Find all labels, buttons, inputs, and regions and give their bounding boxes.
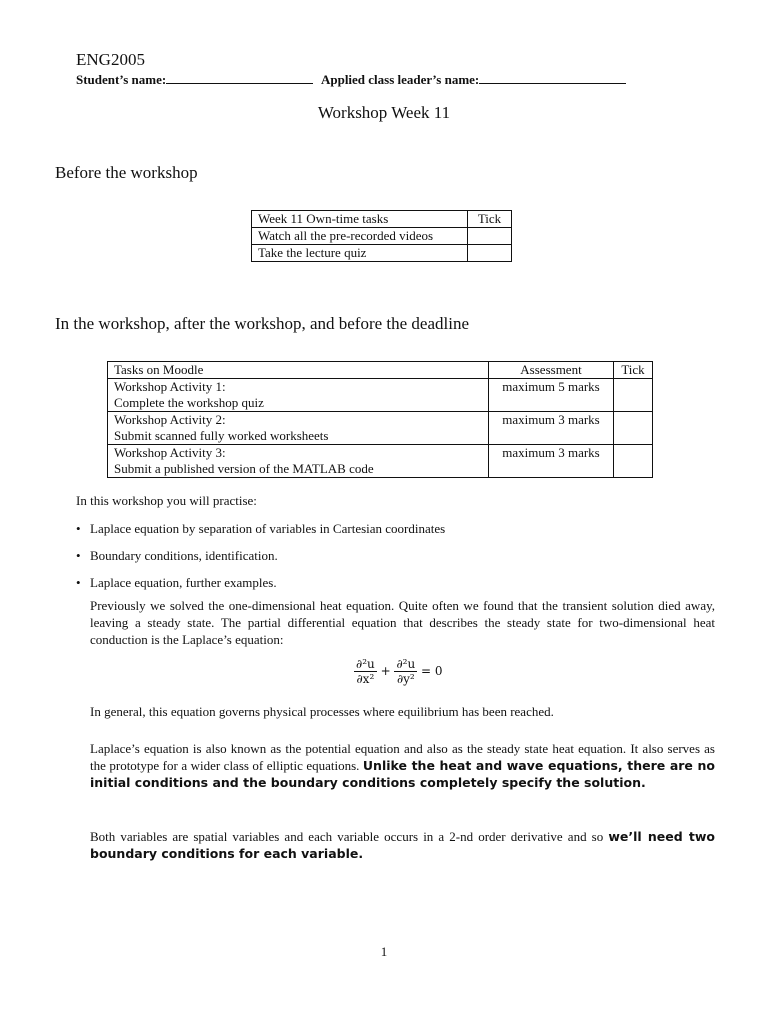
list-item: • Laplace equation by separation of variables in Cartesian coordinates xyxy=(76,520,716,537)
paragraph-equilibrium: In general, this equation governs physical processes where equilibrium has been reached. xyxy=(90,704,554,719)
activity-desc: Submit a published version of the MATLAB code xyxy=(114,461,374,476)
moodle-tasks-table xyxy=(107,361,653,478)
activity-label: Workshop Activity 1: xyxy=(114,379,226,394)
table-row xyxy=(252,245,512,262)
denominator: ∂y² xyxy=(396,672,415,686)
task-cell xyxy=(108,412,489,445)
paragraph-boundary-conditions xyxy=(90,828,715,862)
paragraph-potential-equation xyxy=(90,740,715,791)
student-name-label: Student’s name: xyxy=(76,72,167,87)
list-item: • Laplace equation, further examples. xyxy=(76,574,716,591)
page-title: Workshop Week 11 xyxy=(317,103,451,122)
paragraph-text: Both variables are spatial variables and each variable occurs in a 2-nd order derivative and so xyxy=(90,829,609,844)
name-fields xyxy=(76,72,626,88)
list-item: • Boundary conditions, identification. xyxy=(76,547,716,564)
table-header-row xyxy=(108,362,653,379)
task-cell xyxy=(108,445,489,478)
equals-zero: = 0 xyxy=(421,664,443,678)
practise-list xyxy=(76,520,716,591)
section-heading-before: Before the workshop xyxy=(55,163,198,182)
task-cell: Take the lecture quiz xyxy=(252,245,468,262)
activity-desc: Submit scanned fully worked worksheets xyxy=(114,428,329,443)
intro-text: In this workshop you will practise: xyxy=(76,493,257,508)
student-name-blank[interactable] xyxy=(166,72,313,84)
table-header-cell: Assessment xyxy=(489,362,614,379)
tick-cell[interactable] xyxy=(614,412,653,445)
denominator: ∂x² xyxy=(356,672,375,686)
task-cell xyxy=(108,379,489,412)
table-row xyxy=(108,445,653,478)
leader-name-label: Applied class leader’s name: xyxy=(320,72,480,87)
task-cell: Watch all the pre-recorded videos xyxy=(252,228,468,245)
section-heading-in: In the workshop, after the workshop, and before the deadline xyxy=(55,314,470,333)
tick-cell[interactable] xyxy=(468,245,512,262)
table-row xyxy=(108,412,653,445)
fraction xyxy=(394,657,417,686)
page-number: 1 xyxy=(380,944,388,959)
leader-name-blank[interactable] xyxy=(479,72,626,84)
table-header-cell: Tasks on Moodle xyxy=(108,362,489,379)
activity-label: Workshop Activity 3: xyxy=(114,445,226,460)
numerator: ∂²u xyxy=(396,657,416,671)
table-header-row xyxy=(252,211,512,228)
table-header-cell: Tick xyxy=(468,211,512,228)
paragraph-bold-text: we’ll need two boundary conditions for each variable. xyxy=(90,829,715,861)
table-header-cell: Week 11 Own-time tasks xyxy=(252,211,468,228)
assessment-cell: maximum 3 marks xyxy=(489,445,614,478)
activity-label: Workshop Activity 2: xyxy=(114,412,226,427)
paragraph-bold-text: Unlike the heat and wave equations, there are no initial conditions and the boundary conditions completely specify the solution. xyxy=(90,758,715,790)
course-code: ENG2005 xyxy=(76,50,145,69)
tick-cell[interactable] xyxy=(614,379,653,412)
assessment-cell: maximum 3 marks xyxy=(489,412,614,445)
own-time-tasks-table xyxy=(251,210,512,262)
activity-desc: Complete the workshop quiz xyxy=(114,395,264,410)
plus-sign: + xyxy=(380,664,391,678)
assessment-cell: maximum 5 marks xyxy=(489,379,614,412)
fraction xyxy=(354,657,377,686)
table-row xyxy=(108,379,653,412)
table-header-cell: Tick xyxy=(614,362,653,379)
paragraph-heat-equation: Previously we solved the one-dimensional heat equation. Quite often we found that the transient solution died away, leaving a steady state. The partial differential equation that describes the steady state for two-dimensional heat conduction is the Laplace’s equation: xyxy=(90,598,715,647)
tick-cell[interactable] xyxy=(614,445,653,478)
tick-cell[interactable] xyxy=(468,228,512,245)
laplace-equation xyxy=(354,657,443,686)
paragraph-text: Laplace’s equation is also known as the potential equation and also as the steady state heat equation. It also serves as the prototype for a wider class of elliptic equations. xyxy=(90,741,715,773)
table-row xyxy=(252,228,512,245)
numerator: ∂²u xyxy=(356,657,375,671)
